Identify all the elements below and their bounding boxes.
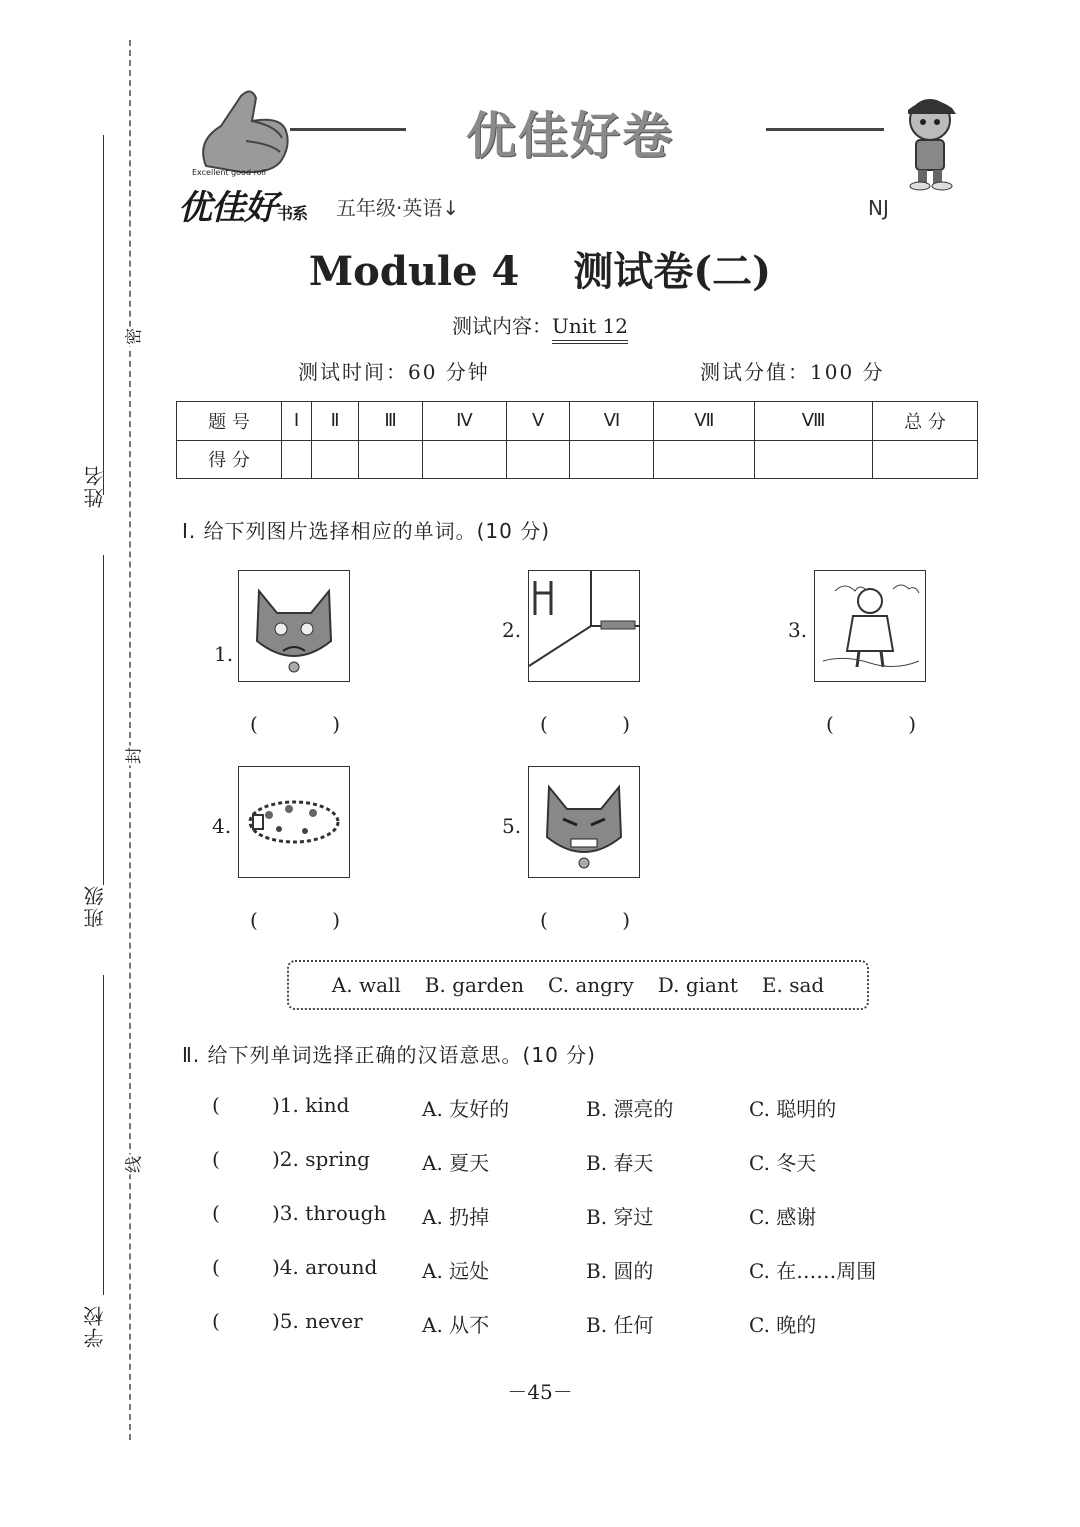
option-c: C. 晚的 (749, 1313, 817, 1337)
question-word: )5. never (272, 1309, 363, 1333)
option-b: B. 穿过 (586, 1205, 654, 1229)
score-table (176, 401, 978, 479)
score-cell[interactable] (312, 440, 359, 479)
test-score: 测试分值：100 分 (700, 360, 885, 384)
answer-paren[interactable]: ( ) (250, 908, 340, 932)
seal-char-feng: 封 (120, 746, 145, 766)
option-garden: B. garden (424, 973, 525, 997)
option-b: B. 圆的 (586, 1259, 654, 1283)
score-header-cell: Ⅴ (506, 402, 570, 441)
item-number: 1. (214, 642, 234, 666)
score-cell[interactable] (282, 440, 312, 479)
page-title: Module 4 测试卷(二) (308, 248, 772, 295)
score-header-cell: Ⅵ (570, 402, 654, 441)
option-a: A. 从不 (422, 1313, 490, 1337)
angry-cat-picture (528, 766, 640, 878)
score-cell[interactable] (570, 440, 654, 479)
question-word: )3. through (272, 1201, 387, 1225)
score-header-cell: 总 分 (873, 402, 978, 441)
option-c: C. 冬天 (749, 1151, 817, 1175)
wall-picture (528, 570, 640, 682)
item-number: 5. (502, 814, 522, 838)
option-angry: C. angry (548, 973, 634, 997)
score-row-label: 得 分 (177, 440, 282, 479)
answer-paren[interactable]: ( ) (540, 712, 630, 736)
score-table-header-row (177, 402, 978, 441)
answer-paren[interactable]: ( ) (540, 908, 630, 932)
banner-rule-left (290, 128, 406, 131)
answer-paren[interactable]: ( ) (250, 712, 340, 736)
item-number: 2. (502, 618, 522, 642)
seal-char-mi: 密 (120, 327, 145, 347)
answer-paren[interactable]: ( (212, 1093, 220, 1117)
page-number: －45－ (507, 1380, 573, 1404)
option-giant: D. giant (657, 973, 738, 997)
banner-rule-right (766, 128, 884, 131)
brand-tagline: Excellent good roll (192, 168, 267, 177)
thumbs-up-logo (186, 86, 296, 178)
answer-paren[interactable]: ( (212, 1201, 220, 1225)
class-fill-line (103, 555, 104, 885)
score-cell[interactable] (423, 440, 507, 479)
score-header-cell: 题 号 (177, 402, 282, 441)
score-cell[interactable] (755, 440, 873, 479)
banner-title: 优佳好卷 (466, 107, 674, 165)
score-cell[interactable] (654, 440, 755, 479)
answer-paren[interactable]: ( (212, 1309, 220, 1333)
question-row (212, 1201, 972, 1231)
option-sad: E. sad (761, 973, 825, 997)
name-label: 姓名 (83, 464, 107, 508)
score-header-cell: Ⅶ (654, 402, 755, 441)
question-row (212, 1309, 972, 1339)
answer-paren[interactable]: ( ) (826, 712, 916, 736)
section-1-title: Ⅰ. 给下列图片选择相应的单词。(10 分) (182, 519, 551, 543)
question-word: )1. kind (272, 1093, 350, 1117)
school-label: 学校 (83, 1304, 107, 1348)
option-c: C. 感谢 (749, 1205, 817, 1229)
score-cell[interactable] (359, 440, 423, 479)
question-row (212, 1093, 972, 1123)
question-row (212, 1147, 972, 1177)
test-content: 测试内容：Unit 12 (0, 310, 1080, 339)
word-options-box (287, 960, 869, 1010)
sad-cat-picture (238, 570, 350, 682)
option-a: A. 远处 (422, 1259, 490, 1283)
score-header-cell: Ⅷ (755, 402, 873, 441)
edition-label: NJ (868, 196, 889, 220)
option-b: B. 任何 (586, 1313, 654, 1337)
grade-subject: 五年级·英语↓ (336, 196, 460, 220)
class-label: 班级 (83, 884, 107, 928)
score-cell[interactable] (506, 440, 570, 479)
option-c: C. 在……周围 (749, 1259, 877, 1283)
brand-logo-text: 优佳好书系 (178, 188, 308, 228)
option-a: A. 夏天 (422, 1151, 490, 1175)
score-cell[interactable] (873, 440, 978, 479)
item-number: 3. (788, 618, 808, 642)
question-word: )4. around (272, 1255, 378, 1279)
giant-picture (814, 570, 926, 682)
seal-char-xian: 线 (120, 1155, 145, 1175)
question-word: )2. spring (272, 1147, 370, 1171)
score-header-cell: Ⅰ (282, 402, 312, 441)
answer-paren[interactable]: ( (212, 1255, 220, 1279)
score-table-score-row (177, 440, 978, 479)
test-time: 测试时间：60 分钟 (298, 360, 490, 384)
option-a: A. 扔掉 (422, 1205, 490, 1229)
garden-picture (238, 766, 350, 878)
option-a: A. 友好的 (422, 1097, 510, 1121)
score-header-cell: Ⅳ (423, 402, 507, 441)
option-b: B. 春天 (586, 1151, 654, 1175)
question-row (212, 1255, 972, 1285)
option-wall: A. wall (331, 973, 401, 997)
school-fill-line (103, 975, 104, 1295)
option-c: C. 聪明的 (749, 1097, 837, 1121)
section-2-title: Ⅱ. 给下列单词选择正确的汉语意思。(10 分) (182, 1043, 596, 1067)
score-header-cell: Ⅲ (359, 402, 423, 441)
answer-paren[interactable]: ( (212, 1147, 220, 1171)
item-number: 4. (212, 814, 232, 838)
mascot-boy-illustration (890, 92, 970, 192)
score-header-cell: Ⅱ (312, 402, 359, 441)
option-b: B. 漂亮的 (586, 1097, 674, 1121)
